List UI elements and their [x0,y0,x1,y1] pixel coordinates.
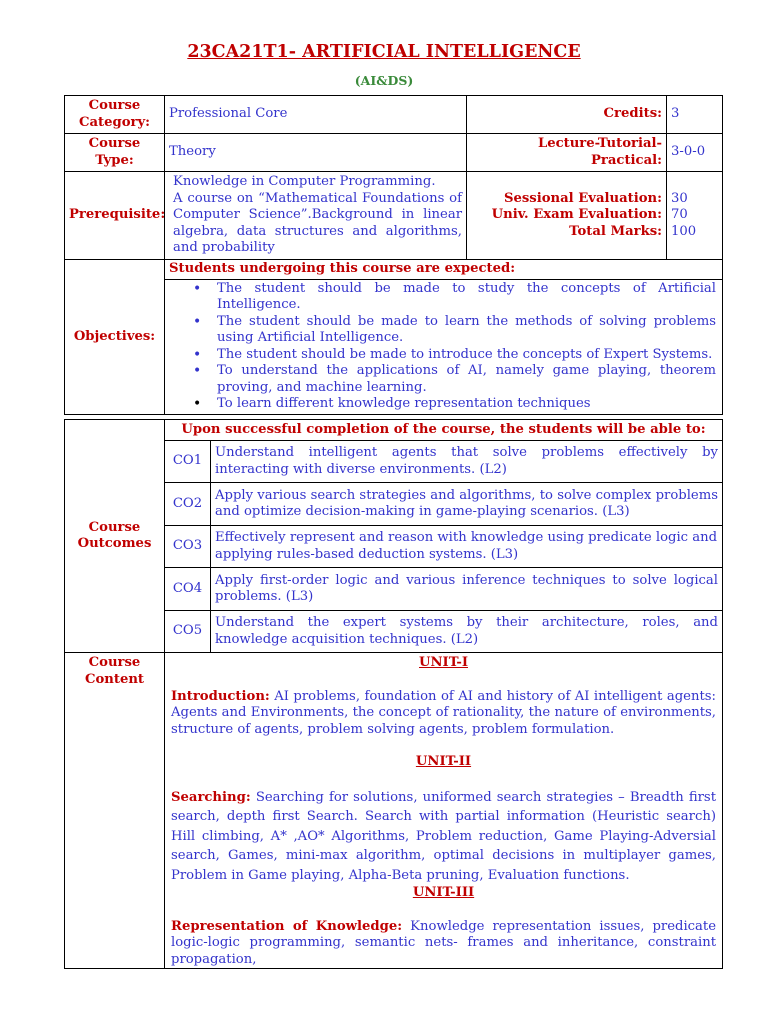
outcome-text: Apply various search strategies and algorithms, to solve complex problems and optimize decision-making in game-playing scenarios. (L3) [211,483,723,526]
course-content-row [65,653,723,969]
course-content-cell [165,653,723,969]
outcomes-heading-row [65,420,723,441]
course-content-label: Course Content [65,653,165,969]
objectives-cell [165,279,723,414]
outcomes-heading: Upon successful completion of the course, the students will be able to: [165,420,723,441]
sessional-value: 30 [671,190,688,206]
course-outcomes-table [64,419,723,969]
outcome-code: CO5 [165,611,211,653]
prerequisite-line-1: Knowledge in Computer Programming. [173,174,436,190]
total-marks-value: 100 [671,223,697,239]
objective-item: • The student should be made to learn the methods of solving problems using Artificial Intelligence. [217,314,716,347]
credits-value: 3 [667,96,723,134]
document-subtitle: (AI&DS) [354,73,414,88]
unit-body [171,689,716,739]
outcome-text: Understand intelligent agents that solve problems effectively by interacting with diverse environments. (L2) [211,441,723,483]
sessional-label: Sessional Evaluation: [503,190,662,206]
outcome-code: CO3 [165,526,211,568]
category-value: Professional Core [165,96,467,134]
unit-title: UNIT-II [415,754,472,769]
total-marks-label: Total Marks: [569,223,662,239]
objective-item: • The student should be made to introduce the concepts of Expert Systems. [217,347,716,364]
univ-exam-value: 70 [671,207,688,223]
document-title: 23CA21T1- ARTIFICIAL INTELLIGENCE [187,42,581,62]
objective-item: • The student should be made to study the concepts of Artificial Intelligence. [217,281,716,314]
prerequisite-label: Prerequisite: [65,172,165,260]
unit-body [171,919,716,969]
prerequisite-value [165,172,467,260]
outcomes-label: Course Outcomes [65,420,165,653]
unit-title: UNIT-I [419,655,468,670]
course-info-table [64,95,723,415]
outcome-code: CO2 [165,483,211,526]
outcome-text: Effectively represent and reason with knowledge using predicate logic and applying rules-based deduction systems. (L3) [211,526,723,568]
unit-text: AI problems, foundation of AI and history of AI intelligent agents: Agents and Environments, the concept of rationality, the nature of environments, structure of agents, problem solving agents, problem formulation. [171,688,716,737]
type-row [65,134,723,172]
unit-title: UNIT-III [412,885,475,900]
unit-text: Knowledge representation issues, predicate logic-logic programming, semantic nets- frames and inheritance, constraint propagation, [171,918,717,967]
unit-topic: Representation of Knowledge: [171,918,403,934]
outcome-code: CO4 [165,568,211,611]
prerequisite-line-2: A course on “Mathematical Foundations of Computer Science”.Background in linear algebra, data structures and algorithms, and probability [173,190,462,256]
outcome-text: Apply first-order logic and various inference techniques to solve logical problems. (L3) [211,568,723,611]
objectives-heading: Students undergoing this course are expected: [165,260,723,280]
objective-item: • To learn different knowledge representation techniques [217,396,716,413]
unit-text: Searching for solutions, uniformed search strategies – Breadth first search, depth first Search. Search with partial information (Heuristic search) Hill climbing, A* ,AO* Algorithms, Problem reduction, Game Playing-Adversial search, Games, mini-max algorithm, optimal decisions in multiplayer games, Problem in Game playing, Alpha-Beta pruning, Evaluation functions. [171,789,716,883]
objectives-label: Objectives: [65,260,165,415]
ltp-label: Lecture-Tutorial-Practical: [467,134,667,172]
evaluation-labels [467,172,667,260]
type-label: Course Type: [65,134,165,172]
objective-item: • To understand the applications of AI, namely game playing, theorem proving, and machine learning. [217,363,716,396]
ltp-value: 3-0-0 [667,134,723,172]
category-label: Course Category: [65,96,165,134]
prerequisite-row [65,172,723,260]
unit-topic: Searching: [171,789,251,805]
univ-exam-label: Univ. Exam Evaluation: [491,207,662,223]
type-value: Theory [165,134,467,172]
credits-label: Credits: [467,96,667,134]
outcome-code: CO1 [165,441,211,483]
evaluation-values [667,172,723,260]
objectives-list [169,281,716,413]
unit-body [171,788,716,886]
unit-topic: Introduction: [171,688,270,704]
objectives-heading-row [65,260,723,280]
category-row [65,96,723,134]
outcome-text: Understand the expert systems by their architecture, roles, and knowledge acquisition techniques. (L2) [211,611,723,653]
